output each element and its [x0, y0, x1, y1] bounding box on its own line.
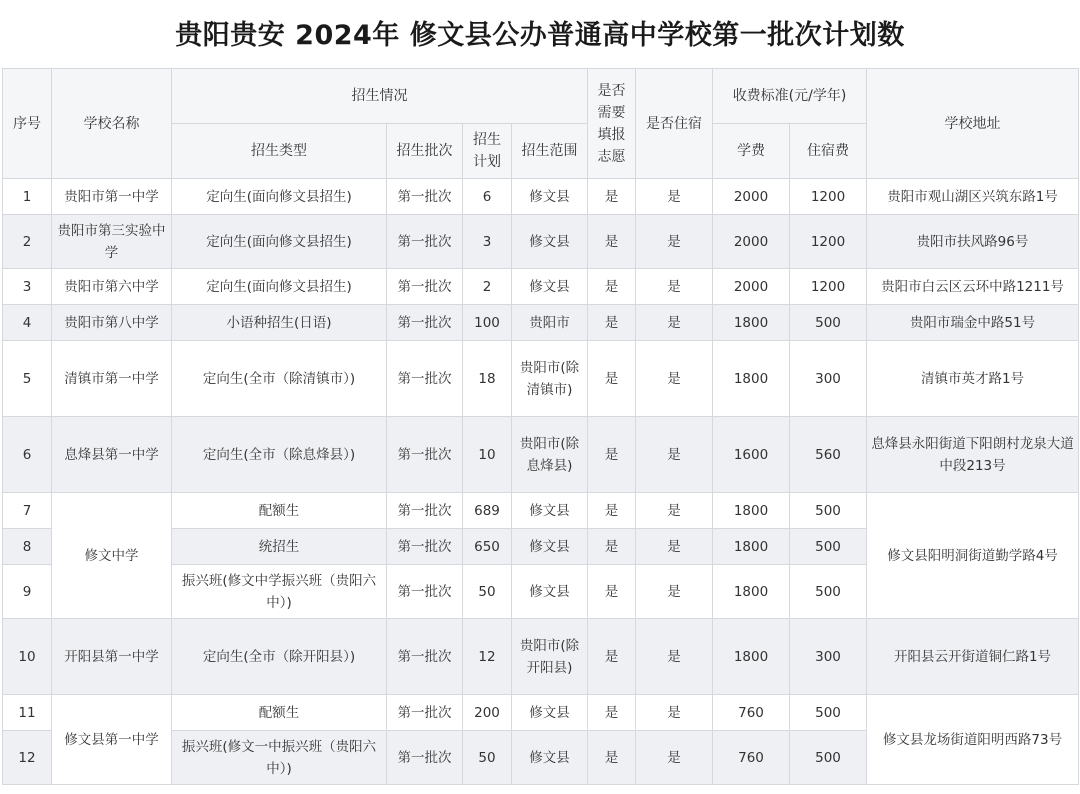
cell-scope: 修文县	[512, 695, 588, 731]
cell-type: 定向生(面向修文县招生)	[172, 215, 387, 269]
cell-scope: 贵阳市(除清镇市)	[512, 341, 588, 417]
cell-plan: 50	[463, 731, 512, 785]
cell-plan: 650	[463, 529, 512, 565]
cell-boarding: 是	[636, 305, 713, 341]
cell-school: 清镇市第一中学	[52, 341, 172, 417]
cell-tuition: 1800	[713, 493, 790, 529]
header-boarding: 是否住宿	[636, 69, 713, 179]
cell-tuition: 1800	[713, 529, 790, 565]
cell-type: 振兴班(修文中学振兴班（贵阳六中）)	[172, 565, 387, 619]
header-tuition: 学费	[713, 124, 790, 179]
cell-dorm-fee: 1200	[790, 215, 867, 269]
cell-batch: 第一批次	[387, 529, 463, 565]
cell-seq: 2	[3, 215, 52, 269]
cell-need-fill: 是	[588, 215, 636, 269]
cell-tuition: 1800	[713, 619, 790, 695]
cell-tuition: 1800	[713, 305, 790, 341]
cell-address: 贵阳市扶风路96号	[867, 215, 1079, 269]
cell-plan: 689	[463, 493, 512, 529]
cell-tuition: 2000	[713, 215, 790, 269]
cell-plan: 10	[463, 417, 512, 493]
cell-address: 贵阳市观山湖区兴筑东路1号	[867, 179, 1079, 215]
cell-scope: 修文县	[512, 493, 588, 529]
cell-address: 修文县阳明洞街道勤学路4号	[867, 493, 1079, 619]
cell-scope: 贵阳市	[512, 305, 588, 341]
cell-type: 定向生(全市（除开阳县）)	[172, 619, 387, 695]
cell-type: 定向生(全市（除息烽县）)	[172, 417, 387, 493]
cell-scope: 贵阳市(除开阳县)	[512, 619, 588, 695]
cell-batch: 第一批次	[387, 493, 463, 529]
cell-dorm-fee: 1200	[790, 179, 867, 215]
cell-type: 定向生(面向修文县招生)	[172, 269, 387, 305]
cell-type: 振兴班(修文一中振兴班（贵阳六中）)	[172, 731, 387, 785]
cell-dorm-fee: 500	[790, 695, 867, 731]
cell-dorm-fee: 500	[790, 305, 867, 341]
cell-boarding: 是	[636, 341, 713, 417]
cell-need-fill: 是	[588, 305, 636, 341]
cell-dorm-fee: 500	[790, 493, 867, 529]
cell-tuition: 1600	[713, 417, 790, 493]
cell-seq: 12	[3, 731, 52, 785]
cell-school: 开阳县第一中学	[52, 619, 172, 695]
cell-boarding: 是	[636, 215, 713, 269]
cell-batch: 第一批次	[387, 341, 463, 417]
cell-plan: 100	[463, 305, 512, 341]
cell-need-fill: 是	[588, 529, 636, 565]
cell-seq: 9	[3, 565, 52, 619]
cell-seq: 10	[3, 619, 52, 695]
cell-need-fill: 是	[588, 417, 636, 493]
cell-boarding: 是	[636, 565, 713, 619]
cell-scope: 修文县	[512, 179, 588, 215]
cell-need-fill: 是	[588, 565, 636, 619]
cell-type: 统招生	[172, 529, 387, 565]
cell-plan: 12	[463, 619, 512, 695]
table-row	[3, 215, 1079, 269]
header-address: 学校地址	[867, 69, 1079, 179]
table-row	[3, 269, 1079, 305]
cell-tuition: 2000	[713, 179, 790, 215]
cell-seq: 6	[3, 417, 52, 493]
cell-boarding: 是	[636, 269, 713, 305]
cell-batch: 第一批次	[387, 417, 463, 493]
table-row	[3, 417, 1079, 493]
cell-boarding: 是	[636, 179, 713, 215]
cell-address: 贵阳市白云区云环中路1211号	[867, 269, 1079, 305]
table-row	[3, 341, 1079, 417]
table-row	[3, 619, 1079, 695]
header-dorm-fee: 住宿费	[790, 124, 867, 179]
header-type: 招生类型	[172, 124, 387, 179]
cell-boarding: 是	[636, 529, 713, 565]
cell-boarding: 是	[636, 731, 713, 785]
cell-type: 配额生	[172, 695, 387, 731]
cell-seq: 7	[3, 493, 52, 529]
cell-dorm-fee: 500	[790, 529, 867, 565]
cell-seq: 1	[3, 179, 52, 215]
header-school: 学校名称	[52, 69, 172, 179]
cell-dorm-fee: 560	[790, 417, 867, 493]
cell-boarding: 是	[636, 695, 713, 731]
cell-school: 贵阳市第一中学	[52, 179, 172, 215]
cell-school: 贵阳市第三实验中学	[52, 215, 172, 269]
cell-tuition: 2000	[713, 269, 790, 305]
cell-address: 贵阳市瑞金中路51号	[867, 305, 1079, 341]
cell-school: 贵阳市第六中学	[52, 269, 172, 305]
header-plan: 招生计划	[463, 124, 512, 179]
cell-address: 清镇市英才路1号	[867, 341, 1079, 417]
cell-school: 息烽县第一中学	[52, 417, 172, 493]
cell-plan: 18	[463, 341, 512, 417]
cell-type: 配额生	[172, 493, 387, 529]
cell-need-fill: 是	[588, 695, 636, 731]
cell-batch: 第一批次	[387, 179, 463, 215]
cell-address: 修文县龙场街道阳明西路73号	[867, 695, 1079, 785]
cell-scope: 修文县	[512, 731, 588, 785]
page-title: 贵阳贵安 2024年 修文县公办普通高中学校第一批次计划数	[175, 20, 905, 51]
enrollment-plan-table	[2, 68, 1079, 785]
cell-batch: 第一批次	[387, 731, 463, 785]
cell-scope: 修文县	[512, 565, 588, 619]
cell-tuition: 760	[713, 731, 790, 785]
cell-seq: 5	[3, 341, 52, 417]
cell-need-fill: 是	[588, 493, 636, 529]
cell-plan: 200	[463, 695, 512, 731]
cell-scope: 修文县	[512, 269, 588, 305]
cell-need-fill: 是	[588, 269, 636, 305]
cell-type: 定向生(全市（除清镇市）)	[172, 341, 387, 417]
cell-scope: 修文县	[512, 215, 588, 269]
cell-seq: 3	[3, 269, 52, 305]
cell-dorm-fee: 300	[790, 341, 867, 417]
cell-tuition: 760	[713, 695, 790, 731]
cell-tuition: 1800	[713, 341, 790, 417]
table-row	[3, 305, 1079, 341]
table-body	[3, 179, 1079, 785]
cell-school: 修文中学	[52, 493, 172, 619]
cell-batch: 第一批次	[387, 619, 463, 695]
cell-plan: 2	[463, 269, 512, 305]
cell-dorm-fee: 300	[790, 619, 867, 695]
table-header	[3, 69, 1079, 179]
header-seq: 序号	[3, 69, 52, 179]
cell-boarding: 是	[636, 619, 713, 695]
cell-tuition: 1800	[713, 565, 790, 619]
cell-dorm-fee: 500	[790, 565, 867, 619]
header-need-fill: 是否需要填报志愿	[588, 69, 636, 179]
cell-need-fill: 是	[588, 341, 636, 417]
cell-batch: 第一批次	[387, 565, 463, 619]
cell-type: 定向生(面向修文县招生)	[172, 179, 387, 215]
cell-batch: 第一批次	[387, 269, 463, 305]
cell-seq: 11	[3, 695, 52, 731]
cell-boarding: 是	[636, 493, 713, 529]
cell-boarding: 是	[636, 417, 713, 493]
cell-scope: 贵阳市(除息烽县)	[512, 417, 588, 493]
cell-plan: 50	[463, 565, 512, 619]
table-row	[3, 695, 1079, 731]
header-scope: 招生范围	[512, 124, 588, 179]
cell-plan: 6	[463, 179, 512, 215]
table-row	[3, 493, 1079, 529]
cell-need-fill: 是	[588, 619, 636, 695]
header-batch: 招生批次	[387, 124, 463, 179]
cell-batch: 第一批次	[387, 305, 463, 341]
cell-need-fill: 是	[588, 731, 636, 785]
cell-seq: 4	[3, 305, 52, 341]
cell-dorm-fee: 1200	[790, 269, 867, 305]
cell-type: 小语种招生(日语)	[172, 305, 387, 341]
cell-scope: 修文县	[512, 529, 588, 565]
table-row	[3, 179, 1079, 215]
cell-batch: 第一批次	[387, 695, 463, 731]
cell-dorm-fee: 500	[790, 731, 867, 785]
header-fee-group: 收费标准(元/学年)	[713, 69, 867, 124]
cell-address: 开阳县云开街道铜仁路1号	[867, 619, 1079, 695]
cell-address: 息烽县永阳街道下阳朗村龙泉大道中段213号	[867, 417, 1079, 493]
cell-seq: 8	[3, 529, 52, 565]
header-enroll-group: 招生情况	[172, 69, 588, 124]
cell-plan: 3	[463, 215, 512, 269]
cell-need-fill: 是	[588, 179, 636, 215]
cell-school: 贵阳市第八中学	[52, 305, 172, 341]
cell-batch: 第一批次	[387, 215, 463, 269]
cell-school: 修文县第一中学	[52, 695, 172, 785]
